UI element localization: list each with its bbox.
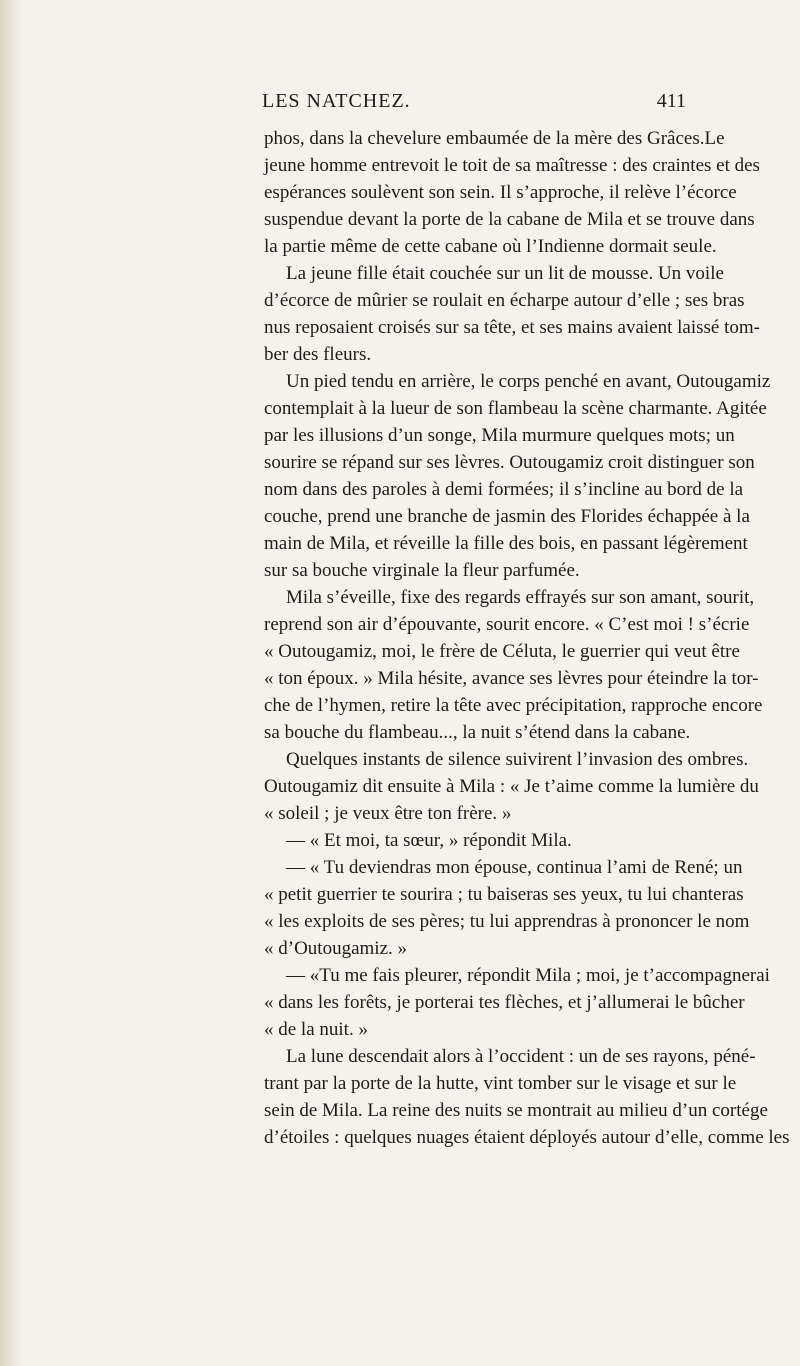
text-line: « dans les forêts, je porterai tes flèches, et j’allumerai le bûcher (264, 992, 745, 1013)
text-line: sourire se répand sur ses lèvres. Outougamiz croit distinguer son (264, 452, 755, 473)
text-line: la partie même de cette cabane où l’Indienne dormait seule. (264, 236, 717, 257)
binding-shadow (0, 0, 22, 1366)
text-line: ber des fleurs. (264, 344, 372, 365)
text-line: « Outougamiz, moi, le frère de Céluta, le guerrier qui veut être (264, 641, 740, 662)
text-line: Mila s’éveille, fixe des regards effrayés sur son amant, sourit, (286, 587, 755, 608)
text-line: « ton époux. » Mila hésite, avance ses lèvres pour éteindre la tor- (264, 668, 759, 689)
text-line: contemplait à la lueur de son flambeau la scène charmante. Agitée (264, 398, 767, 419)
text-line: « petit guerrier te sourira ; tu baiseras ses yeux, tu lui chanteras (264, 884, 744, 905)
text-line: « de la nuit. » (264, 1019, 368, 1040)
text-line: che de l’hymen, retire la tête avec précipitation, rapproche encore (264, 695, 763, 716)
text-line: La jeune fille était couchée sur un lit de mousse. Un voile (286, 263, 724, 284)
running-title: LES NATCHEZ. (262, 90, 411, 112)
text-line: nus reposaient croisés sur sa tête, et ses mains avaient laissé tom- (264, 317, 760, 338)
text-line: d’étoiles : quelques nuages étaient déployés autour d’elle, comme les (264, 1127, 790, 1148)
text-line: sa bouche du flambeau..., la nuit s’étend dans la cabane. (264, 722, 691, 743)
text-line: Un pied tendu en arrière, le corps penché en avant, Outougamiz (286, 371, 771, 392)
text-line: sein de Mila. La reine des nuits se montrait au milieu d’un cortége (264, 1100, 768, 1121)
text-line: suspendue devant la porte de la cabane de Mila et se trouve dans (264, 209, 755, 230)
text-line: trant par la porte de la hutte, vint tomber sur le visage et sur le (264, 1073, 737, 1094)
text-line: — « Et moi, ta sœur, » répondit Mila. (286, 830, 572, 851)
text-line: jeune homme entrevoit le toit de sa maîtresse : des craintes et des (264, 155, 760, 176)
text-line: « les exploits de ses pères; tu lui apprendras à prononcer le nom (264, 911, 750, 932)
text-line: reprend son air d’épouvante, sourit encore. « C’est moi ! s’écrie (264, 614, 750, 635)
text-line: « d’Outougamiz. » (264, 938, 408, 959)
text-line: La lune descendait alors à l’occident : un de ses rayons, péné- (286, 1046, 756, 1067)
text-line: d’écorce de mûrier se roulait en écharpe autour d’elle ; ses bras (264, 290, 745, 311)
text-line: phos, dans la chevelure embaumée de la mère des Grâces.Le (264, 128, 725, 149)
text-line: main de Mila, et réveille la fille des bois, en passant légèrement (264, 533, 748, 554)
text-line: — « Tu deviendras mon épouse, continua l’ami de René; un (286, 857, 743, 878)
text-line: Outougamiz dit ensuite à Mila : « Je t’aime comme la lumière du (264, 776, 759, 797)
text-line: espérances soulèvent son sein. Il s’approche, il relève l’écorce (264, 182, 737, 203)
page-number: 411 (656, 90, 686, 112)
text-line: — «Tu me fais pleurer, répondit Mila ; moi, je t’accompagnerai (286, 965, 770, 986)
text-line: nom dans des paroles à demi formées; il s’incline au bord de la (264, 479, 744, 500)
text-line: Quelques instants de silence suivirent l’invasion des ombres. (286, 749, 749, 770)
text-line: sur sa bouche virginale la fleur parfumée. (264, 560, 580, 581)
text-line: par les illusions d’un songe, Mila murmure quelques mots; un (264, 425, 735, 446)
text-line: « soleil ; je veux être ton frère. » (264, 803, 512, 824)
text-line: couche, prend une branche de jasmin des Florides échappée à la (264, 506, 750, 527)
page-header (262, 90, 686, 122)
